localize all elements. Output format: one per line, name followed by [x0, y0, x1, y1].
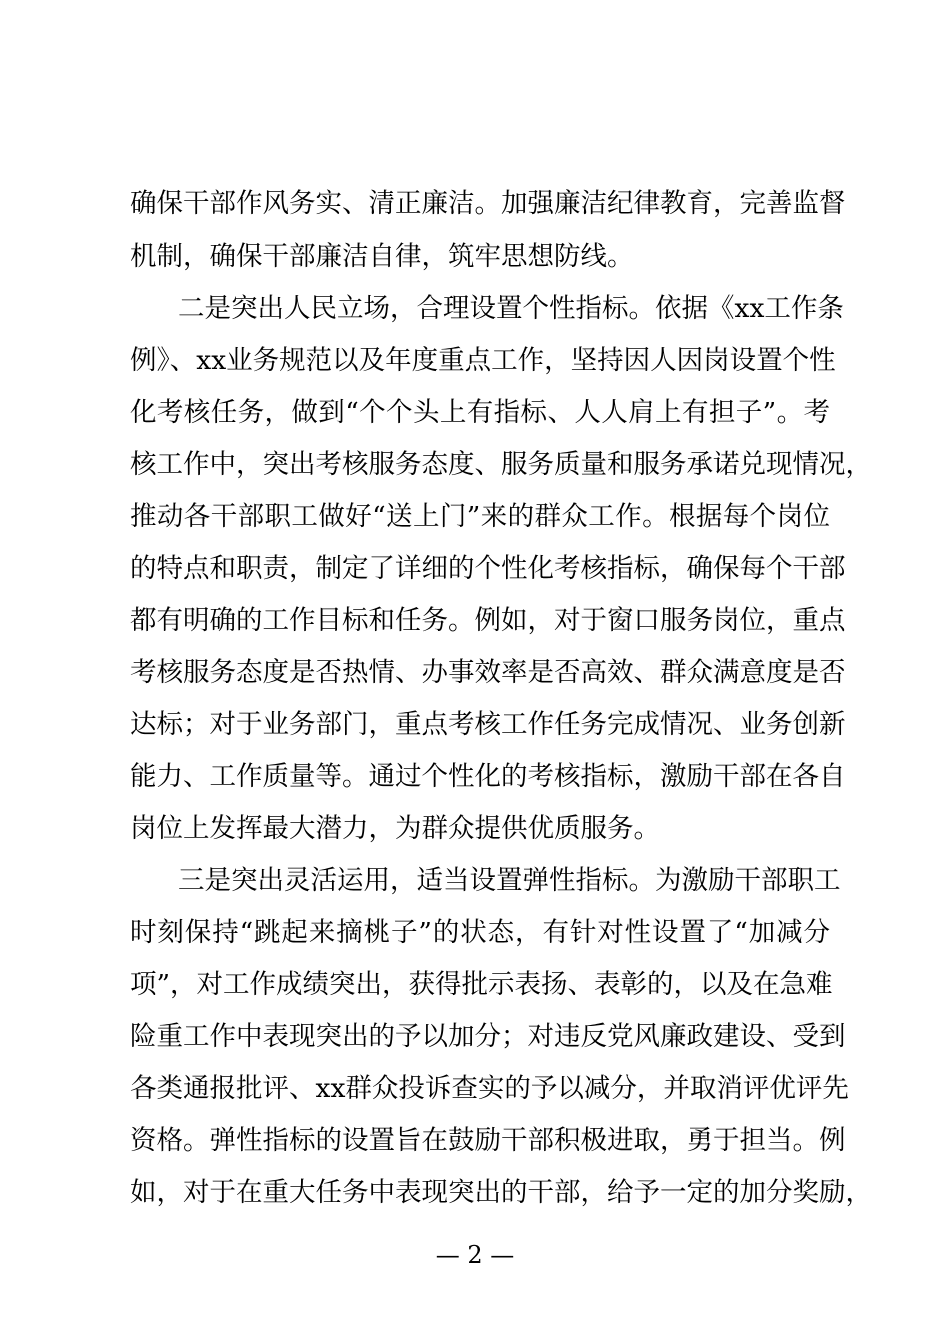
text-line: 险重工作中表现突出的予以加分；对违反党风廉政建设、受到: [130, 1021, 846, 1052]
text-line: 例》、xx业务规范以及年度重点工作，坚持因人因岗设置个性: [130, 345, 836, 376]
text-line: 各类通报批评、xx群众投诉查实的予以减分，并取消评优评先: [130, 1073, 849, 1104]
text-line: 机制，确保干部廉洁自律，筑牢思想防线。: [130, 241, 634, 272]
text-line: 推动各干部职工做好“送上门”来的群众工作。根据每个岗位: [130, 501, 830, 532]
text-line: 能力、工作质量等。通过个性化的考核指标，激励干部在各自: [130, 761, 846, 792]
text-line: 化考核任务，做到“个个头上有指标、人人肩上有担子”。考: [130, 397, 830, 428]
text-line: 核工作中，突出考核服务态度、服务质量和服务承诺兑现情况，: [130, 449, 872, 480]
text-line: 的特点和职责，制定了详细的个性化考核指标，确保每个干部: [130, 553, 846, 584]
text-line: 岗位上发挥最大潜力，为群众提供优质服务。: [130, 813, 660, 844]
text-line: 如，对于在重大任务中表现突出的干部，给予一定的加分奖励，: [130, 1177, 872, 1208]
text-line: 达标；对于业务部门，重点考核工作任务完成情况、业务创新: [130, 709, 846, 740]
paragraph-first-line: 二是突出人民立场，合理设置个性指标。依据《xx工作条: [178, 293, 844, 324]
text-line: 时刻保持“跳起来摘桃子”的状态，有针对性设置了“加减分: [130, 917, 830, 948]
text-line: 项”，对工作成绩突出，获得批示表扬、表彰的，以及在急难: [130, 969, 833, 1000]
text-line: 确保干部作风务实、清正廉洁。加强廉洁纪律教育，完善监督: [130, 188, 846, 219]
text-line: 都有明确的工作目标和任务。例如，对于窗口服务岗位，重点: [130, 605, 846, 636]
text-line: 资格。弹性指标的设置旨在鼓励干部积极进取，勇于担当。例: [130, 1125, 846, 1156]
text-line: 考核服务态度是否热情、办事效率是否高效、群众满意度是否: [130, 657, 846, 688]
paragraph-first-line: 三是突出灵活运用，适当设置弹性指标。为激励干部职工: [178, 865, 841, 896]
page-number: — 2 —: [435, 1241, 515, 1269]
